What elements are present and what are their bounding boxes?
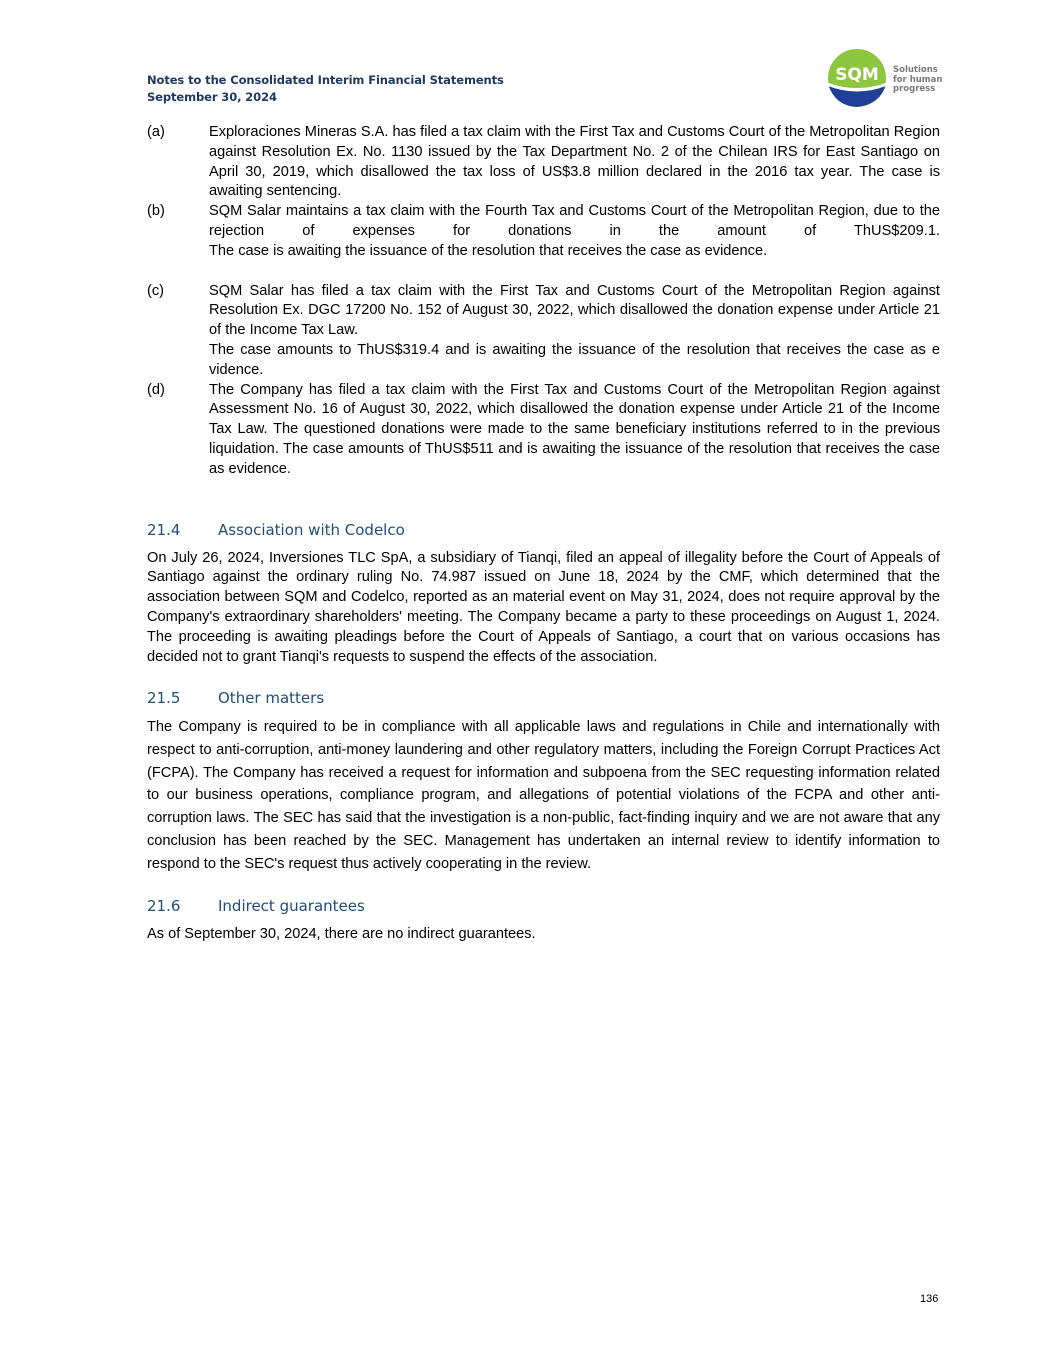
tax-claim-text: Exploraciones Mineras S.A. has filed a tax claim with the First Tax and Customs Court of the Metropolitan Region against Resolution Ex. No. 1130 issued by the Tax Department No. 2 of the Chilean IRS for East Santiago on April 30, 2019, which disallowed the tax loss of US$3.8 million declared in the 2016 tax year. The case is awaiting sentencing. bbox=[209, 124, 940, 200]
section-heading-21-5 bbox=[147, 688, 940, 708]
tax-claim-a bbox=[147, 123, 940, 202]
section-title: Association with Codelco bbox=[218, 520, 405, 539]
section-title: Indirect guarantees bbox=[218, 896, 365, 915]
logo-tagline-2: for human bbox=[893, 74, 943, 85]
tax-claim-c bbox=[147, 282, 940, 381]
section-number: 21.4 bbox=[147, 520, 181, 539]
tax-claim-text: The case is awaiting the issuance of the resolution that receives the case as evidence. bbox=[209, 242, 768, 259]
logo-tagline-1: Solutions bbox=[893, 65, 938, 75]
sqm-logo-mark bbox=[826, 49, 892, 109]
tax-claim-text: SQM Salar maintains a tax claim with the Fourth Tax and Customs Court of the Metropolitan Region, due to the rejection of expenses for donations in the amount of ThUS$209.1. bbox=[209, 203, 940, 239]
tax-claim-label: (a) bbox=[147, 124, 165, 140]
section-number: 21.5 bbox=[147, 688, 181, 707]
page-number: 136 bbox=[920, 1293, 939, 1305]
section-body-21-4: On July 26, 2024, Inversiones TLC SpA, a subsidiary of Tianqi, filed an appeal of illegality before the Court of Appeals of Santiago against the ordinary ruling No. 74.987 issued on June 18, 2024 by the CMF, which determined that the association between SQM and Codelco, reported as an material event on May 31, 2024, does not require approval by the Company's extraordinary shareholders' meeting. The Company became a party to these proceedings on August 1, 2024. The proceeding is awaiting pleadings before the Court of Appeals of Santiago, a court that on various occasions has decided not to grant Tianqi's requests to suspend the effects of the association. bbox=[147, 549, 940, 666]
tax-claim-label: (c) bbox=[147, 282, 165, 299]
tax-claim-b bbox=[147, 202, 940, 261]
section-body-21-5: The Company is required to be in compliance with all applicable laws and regulations in Chile and internationally with respect to anti-corruption, anti-money laundering and other regulatory matters, including the Foreign Corrupt Practices Act (FCPA). The Company has received a request for information and subpoena from the SEC requesting information related to our business operations, compliance program, and allegations of potential violations of the FCPA and other anti-corruption laws. The SEC has said that the investigation is a non-public, fact-finding inquiry and we are not aware that any conclusion has been reached by the SEC. Management has undertaken an internal review to identify information to respond to the SEC's request thus actively cooperating in the review. bbox=[147, 718, 940, 872]
section-body-21-6: As of September 30, 2024, there are no indirect guarantees. bbox=[147, 925, 536, 942]
document-header bbox=[147, 72, 504, 106]
logo-tagline bbox=[893, 66, 942, 95]
section-heading-21-6 bbox=[147, 896, 940, 916]
header-date: September 30, 2024 bbox=[147, 90, 277, 104]
tax-claim-label: (b) bbox=[147, 203, 165, 220]
tax-claim-text: The case amounts to ThUS$319.4 and is awaiting the issuance of the resolution that receives the case as e vidence. bbox=[209, 341, 940, 378]
logo-brand: SQM bbox=[835, 65, 879, 85]
page-content bbox=[147, 123, 940, 944]
tax-claim-text: SQM Salar has filed a tax claim with the First Tax and Customs Court of the Metropolitan Region against Resolution Ex. DGC 17200 No. 152 of August 30, 2022, which disallowed the donation expense under Article 21 of the Income Tax Law. bbox=[209, 282, 940, 339]
sqm-logo bbox=[826, 49, 946, 109]
tax-claim-label: (d) bbox=[147, 381, 165, 398]
tax-claim-d bbox=[147, 381, 940, 480]
section-heading-21-4 bbox=[147, 520, 940, 540]
logo-tagline-3: progress bbox=[893, 84, 936, 94]
section-title: Other matters bbox=[218, 688, 325, 707]
header-title: Notes to the Consolidated Interim Financial Statements bbox=[147, 73, 504, 87]
tax-claim-text: The Company has filed a tax claim with the First Tax and Customs Court of the Metropolitan Region against Assessment No. 16 of August 30, 2022, which disallowed the donation expense under Article 21 of the Income Tax Law. The questioned donations were made to the same beneficiary institutions referred to in the previous liquidation. The case amounts of ThUS$511 and is awaiting the issuance of the resolution that receives the case as evidence. bbox=[209, 381, 940, 477]
section-number: 21.6 bbox=[147, 896, 181, 915]
